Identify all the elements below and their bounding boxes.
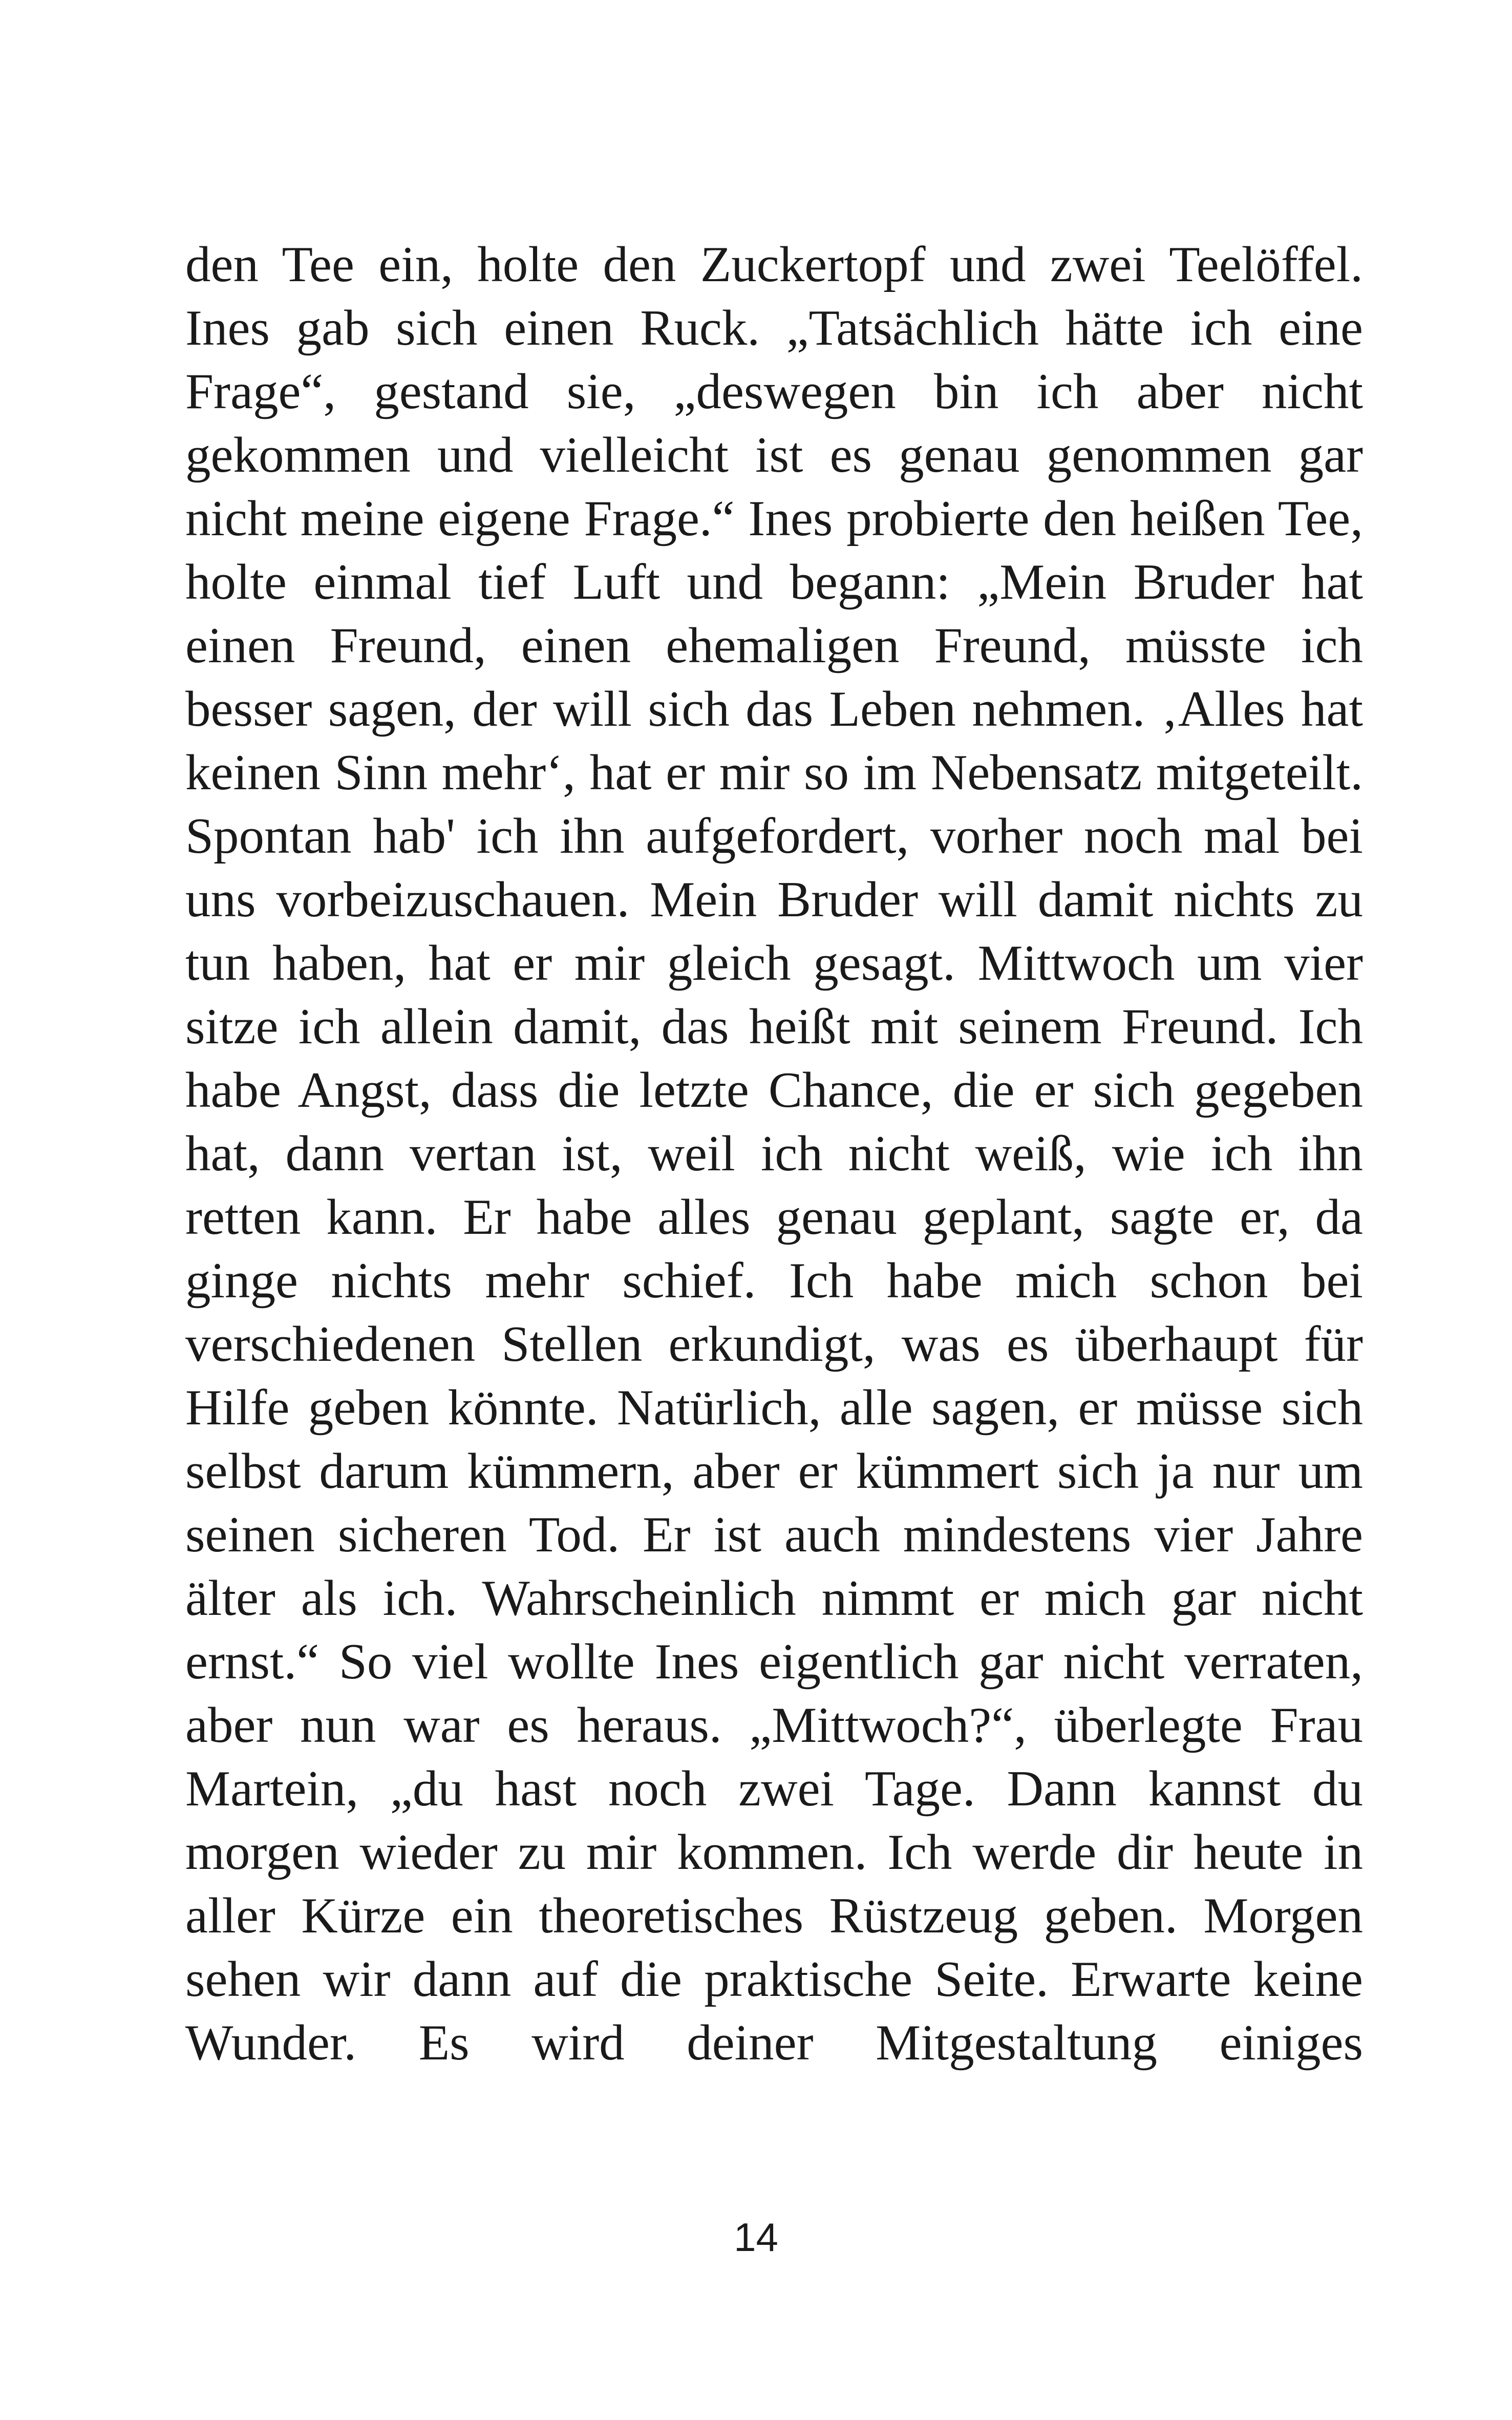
text-line: verschiedenen Stellen erkundigt, was es überhaupt für xyxy=(185,1316,1363,1372)
text-line: retten kann. Er habe alles genau geplant, sagte er, da xyxy=(185,1189,1363,1245)
body-text xyxy=(185,233,1363,2075)
text-line: holte einmal tief Luft und begann: „Mein Bruder hat xyxy=(185,554,1363,610)
text-line: seinen sicheren Tod. Er ist auch mindestens vier Jahre xyxy=(185,1507,1363,1563)
text-line: morgen wieder zu mir kommen. Ich werde dir heute in xyxy=(185,1824,1363,1880)
text-line: aber nun war es heraus. „Mittwoch?“, überlegte Frau xyxy=(185,1697,1363,1753)
text-line: Wunder. Es wird deiner Mitgestaltung einiges xyxy=(185,2015,1363,2071)
text-line: Ines gab sich einen Ruck. „Tatsächlich hätte ich eine xyxy=(185,300,1363,356)
text-line: Spontan hab' ich ihn aufgefordert, vorher noch mal bei xyxy=(185,808,1363,864)
text-line: hat, dann vertan ist, weil ich nicht weiß, wie ich ihn xyxy=(185,1126,1363,1182)
text-line: Frage“, gestand sie, „deswegen bin ich aber nicht xyxy=(185,364,1363,419)
text-line: tun haben, hat er mir gleich gesagt. Mittwoch um vier xyxy=(185,935,1363,991)
text-line: keinen Sinn mehr‘, hat er mir so im Nebensatz mitgeteilt. xyxy=(185,745,1363,801)
text-line: habe Angst, dass die letzte Chance, die er sich gegeben xyxy=(185,1062,1363,1118)
text-line: besser sagen, der will sich das Leben nehmen. ‚Alles hat xyxy=(185,681,1363,737)
text-line: nicht meine eigene Frage.“ Ines probierte den heißen Tee, xyxy=(185,491,1363,546)
text-line: Hilfe geben könnte. Natürlich, alle sagen, er müsse sich xyxy=(185,1380,1363,1436)
text-line: den Tee ein, holte den Zuckertopf und zwei Teelöffel. xyxy=(185,237,1363,292)
text-line: sitze ich allein damit, das heißt mit seinem Freund. Ich xyxy=(185,999,1363,1055)
page-number: 14 xyxy=(734,2215,778,2260)
text-line: einen Freund, einen ehemaligen Freund, müsste ich xyxy=(185,618,1363,674)
text-line: älter als ich. Wahrscheinlich nimmt er mich gar nicht xyxy=(185,1570,1363,1626)
text-line: Martein, „du hast noch zwei Tage. Dann kannst du xyxy=(185,1761,1363,1817)
text-line: gekommen und vielleicht ist es genau genommen gar xyxy=(185,427,1363,483)
text-line: sehen wir dann auf die praktische Seite. Erwarte keine xyxy=(185,1951,1363,2007)
text-line: uns vorbeizuschauen. Mein Bruder will damit nichts zu xyxy=(185,872,1363,928)
text-line: selbst darum kümmern, aber er kümmert sich ja nur um xyxy=(185,1443,1363,1499)
text-line: ernst.“ So viel wollte Ines eigentlich gar nicht verraten, xyxy=(185,1634,1363,1690)
text-line: aller Kürze ein theoretisches Rüstzeug geben. Morgen xyxy=(185,1888,1363,1944)
text-line: ginge nichts mehr schief. Ich habe mich schon bei xyxy=(185,1253,1363,1309)
